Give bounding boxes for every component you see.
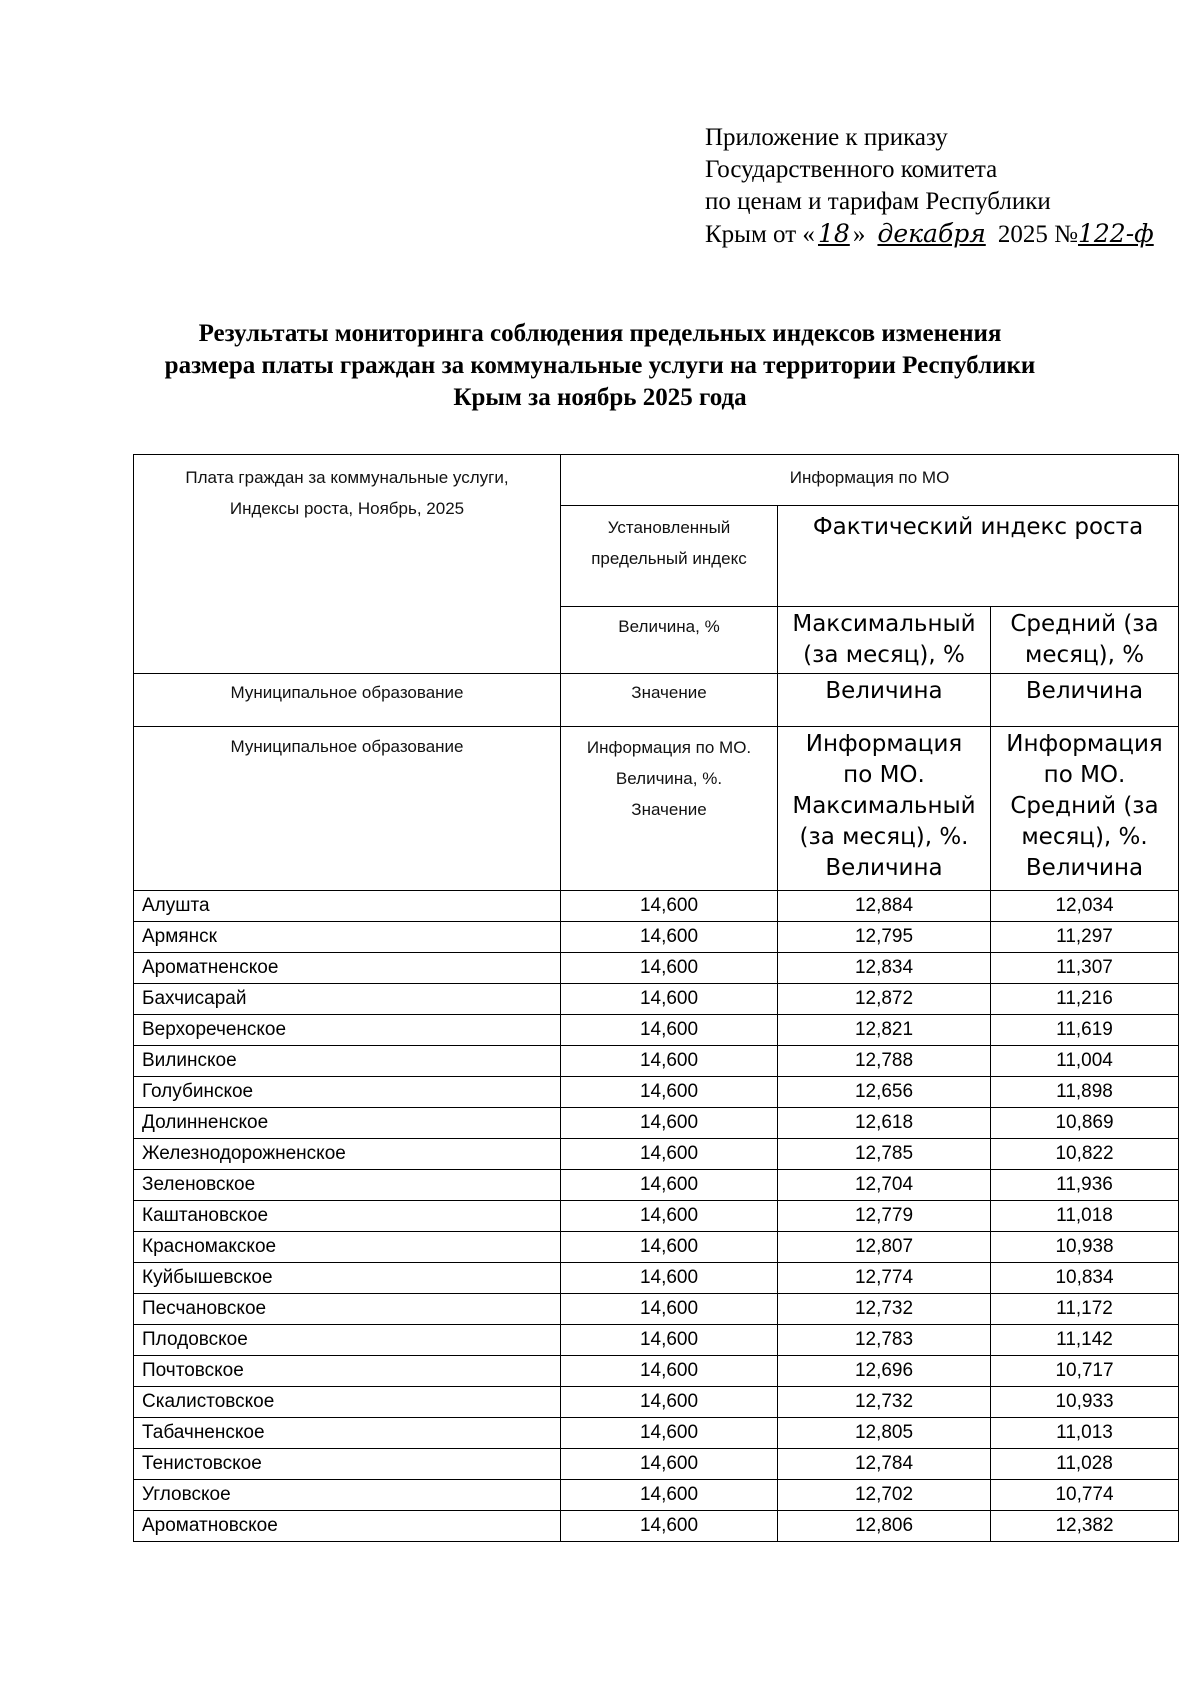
- combined-avg-line-3: Средний (за: [1010, 793, 1159, 819]
- table-row: [134, 922, 1179, 953]
- row-avg: 10,717: [991, 1356, 1179, 1387]
- row-avg: 11,004: [991, 1046, 1179, 1077]
- row-municipality: Красномакское: [134, 1232, 561, 1263]
- row-avg: 12,034: [991, 891, 1179, 922]
- header-corner-cell: [134, 455, 561, 674]
- combined-avg-line-4: месяц), %.: [1021, 824, 1148, 850]
- row-limit: 14,600: [561, 1108, 778, 1139]
- table-row: [134, 1232, 1179, 1263]
- table-row: [134, 984, 1179, 1015]
- row-limit: 14,600: [561, 1015, 778, 1046]
- table-row: [134, 1046, 1179, 1077]
- table-row: [134, 1015, 1179, 1046]
- row-limit: 14,600: [561, 1480, 778, 1511]
- row-avg: 10,834: [991, 1263, 1179, 1294]
- appendix-year: 2025 №: [997, 221, 1078, 248]
- combined-max-line-4: (за месяц), %.: [799, 824, 969, 850]
- row-max: 12,656: [778, 1077, 991, 1108]
- header-magnitude-max: Величина: [778, 674, 991, 727]
- row-municipality: Армянск: [134, 922, 561, 953]
- row-avg: 11,028: [991, 1449, 1179, 1480]
- row-municipality: Каштановское: [134, 1201, 561, 1232]
- table-row: [134, 1077, 1179, 1108]
- table-row: [134, 1356, 1179, 1387]
- row-limit: 14,600: [561, 1139, 778, 1170]
- row-limit: 14,600: [561, 1232, 778, 1263]
- row-municipality: Ароматновское: [134, 1511, 561, 1542]
- appendix-line-1: Приложение к приказу: [705, 124, 948, 151]
- row-limit: 14,600: [561, 953, 778, 984]
- header-max-month: [778, 607, 991, 674]
- row-max: 12,702: [778, 1480, 991, 1511]
- table-row: [134, 1480, 1179, 1511]
- row-max: 12,834: [778, 953, 991, 984]
- table-row: [134, 1263, 1179, 1294]
- header-established-limit: [561, 506, 778, 607]
- header-max-line-1: Максимальный: [792, 611, 976, 637]
- row-municipality: Тенистовское: [134, 1449, 561, 1480]
- title-line-1: Результаты мониторинга соблюдения предельных индексов изменения: [198, 320, 1002, 347]
- combined-established-line-3: Значение: [631, 800, 707, 819]
- handwritten-month: декабря: [877, 219, 986, 248]
- row-avg: 12,382: [991, 1511, 1179, 1542]
- appendix-date-prefix: Крым от «: [705, 221, 815, 248]
- row-avg: 11,619: [991, 1015, 1179, 1046]
- row-limit: 14,600: [561, 1263, 778, 1294]
- table-row: [134, 1108, 1179, 1139]
- row-avg: 10,933: [991, 1387, 1179, 1418]
- row-municipality: Зеленовское: [134, 1170, 561, 1201]
- header-combined-avg: [991, 727, 1179, 891]
- row-avg: 11,216: [991, 984, 1179, 1015]
- row-limit: 14,600: [561, 1418, 778, 1449]
- row-max: 12,618: [778, 1108, 991, 1139]
- row-municipality: Плодовское: [134, 1325, 561, 1356]
- row-municipality: Алушта: [134, 891, 561, 922]
- row-max: 12,806: [778, 1511, 991, 1542]
- row-max: 12,795: [778, 922, 991, 953]
- header-actual-index: Фактический индекс роста: [778, 506, 1179, 607]
- row-municipality: Почтовское: [134, 1356, 561, 1387]
- header-value-label: Значение: [561, 674, 778, 727]
- row-max: 12,732: [778, 1294, 991, 1325]
- table-row: [134, 953, 1179, 984]
- appendix-line-4: [705, 218, 1175, 251]
- row-avg: 10,938: [991, 1232, 1179, 1263]
- row-avg: 11,013: [991, 1418, 1179, 1449]
- appendix-date-quote: »: [852, 221, 866, 248]
- row-municipality: Скалистовское: [134, 1387, 561, 1418]
- row-avg: 11,297: [991, 922, 1179, 953]
- table-row: [134, 1449, 1179, 1480]
- row-limit: 14,600: [561, 1170, 778, 1201]
- row-limit: 14,600: [561, 984, 778, 1015]
- combined-max-line-5: Величина: [825, 855, 943, 881]
- row-max: 12,774: [778, 1263, 991, 1294]
- header-max-line-2: (за месяц), %: [803, 642, 965, 668]
- row-municipality: Голубинское: [134, 1077, 561, 1108]
- table-body: [134, 891, 1179, 1542]
- table-row: [134, 1511, 1179, 1542]
- combined-established-line-2: Величина, %.: [615, 769, 723, 788]
- row-limit: 14,600: [561, 1356, 778, 1387]
- row-limit: 14,600: [561, 1294, 778, 1325]
- row-max: 12,785: [778, 1139, 991, 1170]
- table-row: [134, 1294, 1179, 1325]
- header-mo-label-2: Муниципальное образование: [134, 727, 561, 891]
- row-municipality: Табачненское: [134, 1418, 561, 1449]
- handwritten-day: 18: [817, 219, 850, 248]
- table-row: [134, 1418, 1179, 1449]
- row-max: 12,696: [778, 1356, 991, 1387]
- row-municipality: Угловское: [134, 1480, 561, 1511]
- row-max: 12,872: [778, 984, 991, 1015]
- results-table: [133, 454, 1179, 1542]
- row-max: 12,884: [778, 891, 991, 922]
- row-max: 12,784: [778, 1449, 991, 1480]
- row-avg: 10,869: [991, 1108, 1179, 1139]
- header-established-line-2: предельный индекс: [591, 549, 747, 568]
- header-corner-line-2: Индексы роста, Ноябрь, 2025: [229, 499, 465, 518]
- row-limit: 14,600: [561, 1511, 778, 1542]
- title-line-2: размера платы граждан за коммунальные услуги на территории Республики: [164, 352, 1036, 379]
- header-avg-line-1: Средний (за: [1010, 611, 1159, 637]
- row-municipality: Долинненское: [134, 1108, 561, 1139]
- document-title: [120, 318, 1080, 414]
- combined-max-line-3: Максимальный: [792, 793, 976, 819]
- row-limit: 14,600: [561, 1046, 778, 1077]
- combined-max-line-2: по МО.: [843, 762, 925, 788]
- row-municipality: Куйбышевское: [134, 1263, 561, 1294]
- row-max: 12,704: [778, 1170, 991, 1201]
- header-established-line-1: Установленный: [607, 518, 731, 537]
- row-avg: 11,172: [991, 1294, 1179, 1325]
- row-limit: 14,600: [561, 1387, 778, 1418]
- header-combined-established: [561, 727, 778, 891]
- row-avg: 11,936: [991, 1170, 1179, 1201]
- combined-avg-line-5: Величина: [1025, 855, 1144, 881]
- table-row: [134, 1201, 1179, 1232]
- row-max: 12,783: [778, 1325, 991, 1356]
- table-row: [134, 1325, 1179, 1356]
- row-avg: 10,822: [991, 1139, 1179, 1170]
- row-municipality: Вилинское: [134, 1046, 561, 1077]
- header-avg-month: [991, 607, 1179, 674]
- row-municipality: Ароматненское: [134, 953, 561, 984]
- header-avg-line-2: месяц), %: [1024, 642, 1145, 668]
- row-limit: 14,600: [561, 891, 778, 922]
- row-avg: 11,018: [991, 1201, 1179, 1232]
- combined-max-line-1: Информация: [805, 731, 963, 757]
- title-line-3: Крым за ноябрь 2025 года: [453, 384, 747, 411]
- table-row: [134, 1170, 1179, 1201]
- combined-avg-line-2: по МО.: [1043, 762, 1126, 788]
- row-limit: 14,600: [561, 1449, 778, 1480]
- row-municipality: Верхореченское: [134, 1015, 561, 1046]
- header-combined-max: [778, 727, 991, 891]
- row-max: 12,788: [778, 1046, 991, 1077]
- row-municipality: Песчановское: [134, 1294, 561, 1325]
- header-mo-label-1: Муниципальное образование: [134, 674, 561, 727]
- header-magnitude-avg: Величина: [991, 674, 1179, 727]
- table-row: [134, 1387, 1179, 1418]
- row-limit: 14,600: [561, 1077, 778, 1108]
- appendix-line-2: Государственного комитета: [705, 156, 998, 183]
- row-max: 12,805: [778, 1418, 991, 1449]
- row-max: 12,807: [778, 1232, 991, 1263]
- row-avg: 11,307: [991, 953, 1179, 984]
- header-value-pct: Величина, %: [561, 607, 778, 674]
- row-avg: 11,142: [991, 1325, 1179, 1356]
- appendix-line-3: по ценам и тарифам Республики: [705, 188, 1051, 215]
- row-max: 12,779: [778, 1201, 991, 1232]
- row-municipality: Бахчисарай: [134, 984, 561, 1015]
- row-municipality: Железнодорожненское: [134, 1139, 561, 1170]
- row-avg: 10,774: [991, 1480, 1179, 1511]
- row-limit: 14,600: [561, 1325, 778, 1356]
- appendix-block: [705, 122, 1175, 251]
- header-corner-line-1: Плата граждан за коммунальные услуги,: [185, 468, 509, 487]
- handwritten-order-number: 122-ф: [1078, 219, 1154, 248]
- row-limit: 14,600: [561, 922, 778, 953]
- combined-avg-line-1: Информация: [1006, 731, 1163, 757]
- combined-established-line-1: Информация по МО.: [586, 738, 752, 757]
- table-row: [134, 1139, 1179, 1170]
- row-max: 12,821: [778, 1015, 991, 1046]
- row-avg: 11,898: [991, 1077, 1179, 1108]
- row-limit: 14,600: [561, 1201, 778, 1232]
- row-max: 12,732: [778, 1387, 991, 1418]
- table-row: [134, 891, 1179, 922]
- header-info-mo: Информация по МО: [561, 455, 1179, 506]
